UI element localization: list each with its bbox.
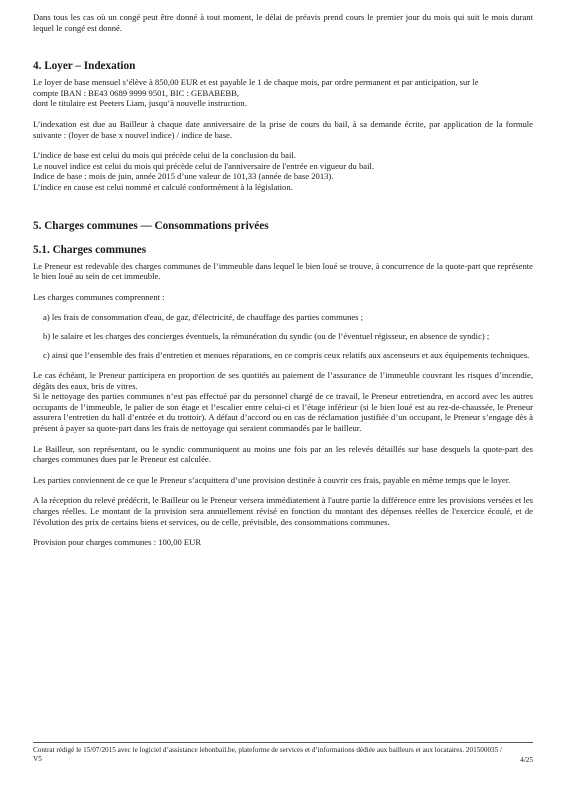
statement-paragraph: Le Bailleur, son représentant, ou le syndic communiquent au moins une fois par an les relevés détaillés sur base desquels la quote-part des charges communes dues par le Preneur est calculée.: [33, 443, 533, 465]
index-line-3: Indice de base : mois de juin, année 2015 d’une valeur de 101,33 (année de base 2013).: [33, 171, 334, 182]
index-line-1: L’indice de base est celui du mois qui précède celui de la conclusion du bail.: [33, 150, 296, 161]
footer-text: Contrat rédigé le 15/07/2015 avec le logiciel d’assistance lebonbail.be, plateforme de services et d’informations dédiée aux bailleurs et aux locataires. 201500035 / V5: [33, 746, 503, 764]
intro-paragraph: Dans tous les cas où un congé peut être donné à tout moment, le délai de préavis prend cours le premier jour du mois qui suit le mois durant lequel le congé est donné.: [33, 12, 533, 33]
rent-paragraph: [33, 77, 533, 109]
rent-line-1: Le loyer de base mensuel s’élève à 850,00 EUR et est payable le 1 de chaque mois, par ordre permanent et par anticipation, sur le: [33, 77, 479, 88]
charges-list-intro: Les charges communes comprennent :: [33, 291, 165, 302]
index-paragraph: [33, 150, 533, 192]
rent-line-3: dont le titulaire est Peeters Liam, jusqu’à nouvelle instruction.: [33, 98, 247, 109]
rent-line-2: compte IBAN : BE43 0689 9999 9501, BIC : GEBABEBB,: [33, 87, 240, 98]
charges-list: [33, 312, 533, 360]
section-5-1-title: 5.1. Charges communes: [33, 243, 147, 256]
document-body: [33, 12, 533, 548]
settlement-paragraph: A la réception du relevé prédécrit, le Bailleur ou le Preneur versera immédiatement à l'autre partie la différence entre les provisions versées et les charges réelles. Le montant de la provision sera annuellement révisé en fonction du montant des dépenses réelles de l'exercice écoulé, et de l'évolution des prix de certains biens et services, ou de celle, prévisible, des consommations communes.: [33, 495, 533, 527]
provision-paragraph: Les parties conviennent de ce que le Preneur s’acquittera d’une provision destinée à couvrir ces frais, payable en même temps que le loyer.: [33, 474, 511, 485]
cleaning-paragraph: Si le nettoyage des parties communes n’est pas effectué par du personnel chargé de ce travail, le Preneur entretiendra, en accord avec les autres occupants de l’immeuble, le palier de son étage et l’escalier entre celui-ci et l’étage inférieur (si le bien loué est au rez-de-chaussée, le Preneur assurera l’entretien du hall d’entrée et du trottoir). A défaut d’accord ou en cas de réclamation justifiée d’un occupant, le Preneur s’engage dès à présent à payer sa quote-part dans les frais de nettoyage qui seraient commandés par le bailleur.: [33, 391, 533, 434]
list-item: b) le salaire et les charges des concierges éventuels, la rémunération du syndic (ou de l’éventuel régisseur, en absence de syndic) ;: [43, 330, 490, 341]
index-line-2: Le nouvel indice est celui du mois qui précède celui de l'anniversaire de l'entrée en vigueur du bail.: [33, 160, 374, 171]
section-4-title: 4. Loyer – Indexation: [33, 60, 136, 73]
list-item: c) ainsi que l’ensemble des frais d’entretien et menues réparations, en ce compris ceux relatifs aux ascenseurs et aux équipements techniques.: [43, 349, 530, 360]
insurance-paragraph: Le cas échéant, le Preneur participera en proportion de ses quotités au paiement de l’assurance de l’immeuble couvrant les risques d’incendie, dégâts des eaux, bris de vitres.: [33, 370, 533, 391]
list-item: a) les frais de consommation d'eau, de gaz, d'électricité, de chauffage des parties communes ;: [43, 312, 364, 323]
index-line-4: L’indice en cause est celui nommé et calculé conformément à la législation.: [33, 181, 293, 192]
page-footer: [33, 742, 533, 764]
charges-paragraph-1: Le Preneur est redevable des charges communes de l’immeuble dans lequel le bien loué se trouve, à concurrence de la quote-part que représente le bien loué au sein de cet immeuble.: [33, 260, 533, 282]
section-5-title: 5. Charges communes — Consommations privées: [33, 219, 269, 232]
page-number: 4/25: [520, 756, 533, 764]
indexation-paragraph: L’indexation est due au Bailleur à chaque date anniversaire de la prise de cours du bail, à sa demande écrite, par application de la formule suivante : (loyer de base x nouvel indice) / indice de base.: [33, 118, 533, 140]
provision-amount: Provision pour charges communes : 100,00 EUR: [33, 537, 202, 548]
